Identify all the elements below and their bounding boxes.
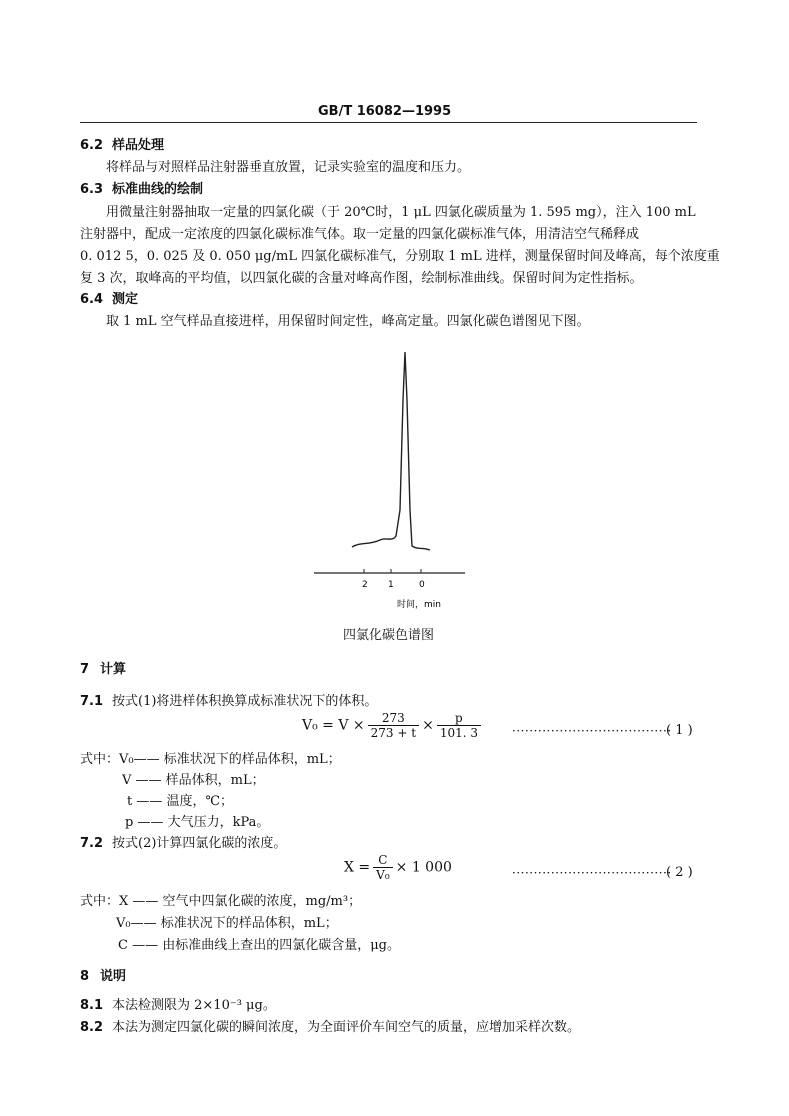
where-1-line-2: V —— 样品体积，mL； (122, 773, 265, 788)
section-6-4-title: 测定 (112, 292, 139, 307)
equation-1 (302, 711, 484, 740)
equation-1-frac2-denominator: 101. 3 (439, 726, 478, 740)
standard-header: GB/T 16082—1995 (318, 104, 452, 119)
equation-1-fraction-1 (368, 711, 419, 740)
where-2-line-3: C —— 由标准曲线上查出的四氯化碳含量，μg。 (118, 938, 400, 953)
section-6-3-line-2: 注射器中，配成一定浓度的四氯化碳标准气体。取一定量的四氯化碳标准气体，用清洁空气稀释成 (80, 227, 640, 242)
axis-tick-label-1: 1 (388, 580, 394, 590)
section-8-title: 说明 (100, 969, 127, 984)
equation-2-denominator: V₀ (376, 868, 390, 882)
equation-1-times: × (422, 717, 434, 734)
where-1-line-3: t —— 温度，℃； (127, 794, 234, 809)
equation-1-lhs: V₀ = V × (302, 717, 365, 734)
section-6-4-body: 取 1 mL 空气样品直接进样，用保留时间定性，峰高定量。四氯化碳色谱图见下图。 (106, 314, 590, 329)
equation-1-frac1-numerator: 273 (368, 711, 419, 726)
time-axis-label: 时间，min (397, 600, 441, 610)
section-6-3-line-1: 用微量注射器抽取一定量的四氯化碳（于 20℃时，1 μL 四氯化碳质量为 1. 595 mg），注入 100 mL (106, 205, 696, 220)
equation-2 (344, 853, 452, 882)
where-1-line-4: p —— 大气压力，kPa。 (125, 815, 270, 830)
where-1-line-1: 式中：V₀—— 标准状况下的样品体积，mL； (80, 752, 341, 767)
section-7-2-body: 按式(2)计算四氯化碳的浓度。 (112, 836, 287, 851)
equation-1-leader-dots: ····································· (512, 724, 672, 738)
section-6-3-line-3: 0. 012 5，0. 025 及 0. 050 μg/mL 四氯化碳标准气，分别取 1 mL 进样，测量保留时间及峰高，每个浓度重 (80, 249, 720, 264)
equation-2-rhs: × 1 000 (395, 859, 452, 876)
section-8-2-body: 本法为测定四氯化碳的瞬间浓度，为全面评价车间空气的质量，应增加采样次数。 (112, 1020, 581, 1035)
section-8-number: 8 (80, 969, 90, 984)
section-7-number: 7 (80, 662, 90, 677)
equation-2-lhs: X = (344, 859, 371, 876)
section-7-1-body: 按式(1)将进样体积换算成标准状况下的体积。 (112, 694, 378, 709)
equation-2-numerator: C (373, 853, 392, 868)
section-6-3-number: 6.3 (80, 182, 104, 197)
equation-1-fraction-2 (437, 711, 481, 740)
section-7-1-number: 7.1 (80, 694, 104, 709)
section-6-2-body: 将样品与对照样品注射器垂直放置，记录实验室的温度和压力。 (106, 160, 471, 175)
axis-tick-label-0: 0 (419, 580, 425, 590)
chromatogram-trace (352, 352, 430, 550)
equation-1-frac1-denominator: 273 + t (370, 726, 417, 740)
header-rule (80, 122, 697, 123)
section-7-title: 计算 (100, 662, 127, 677)
section-6-2-title: 样品处理 (112, 138, 165, 153)
equation-2-number: ( 2 ) (666, 865, 693, 880)
where-2-line-1: 式中：X —— 空气中四氯化碳的浓度，mg/m³； (80, 894, 362, 909)
section-8-2-number: 8.2 (80, 1020, 104, 1035)
axis-tick-label-2: 2 (362, 580, 368, 590)
equation-2-leader-dots: ····································· (512, 866, 672, 880)
section-6-2-number: 6.2 (80, 138, 104, 153)
chromatogram-figure (300, 340, 480, 615)
where-2-line-2: V₀—— 标准状况下的样品体积，mL； (116, 916, 338, 931)
section-6-3-line-4: 复 3 次，取峰高的平均值，以四氯化碳的含量对峰高作图，绘制标准曲线。保留时间为定性指标。 (80, 271, 643, 286)
section-6-4-number: 6.4 (80, 292, 104, 307)
section-7-2-number: 7.2 (80, 836, 104, 851)
figure-caption: 四氯化碳色谱图 (343, 628, 435, 643)
equation-1-frac2-numerator: p (437, 711, 481, 726)
equation-1-number: ( 1 ) (666, 723, 693, 738)
equation-2-fraction (373, 853, 392, 882)
section-6-3-title: 标准曲线的绘制 (112, 182, 204, 197)
section-8-1-number: 8.1 (80, 998, 104, 1013)
section-8-1-body: 本法检测限为 2×10⁻³ μg。 (112, 998, 276, 1013)
